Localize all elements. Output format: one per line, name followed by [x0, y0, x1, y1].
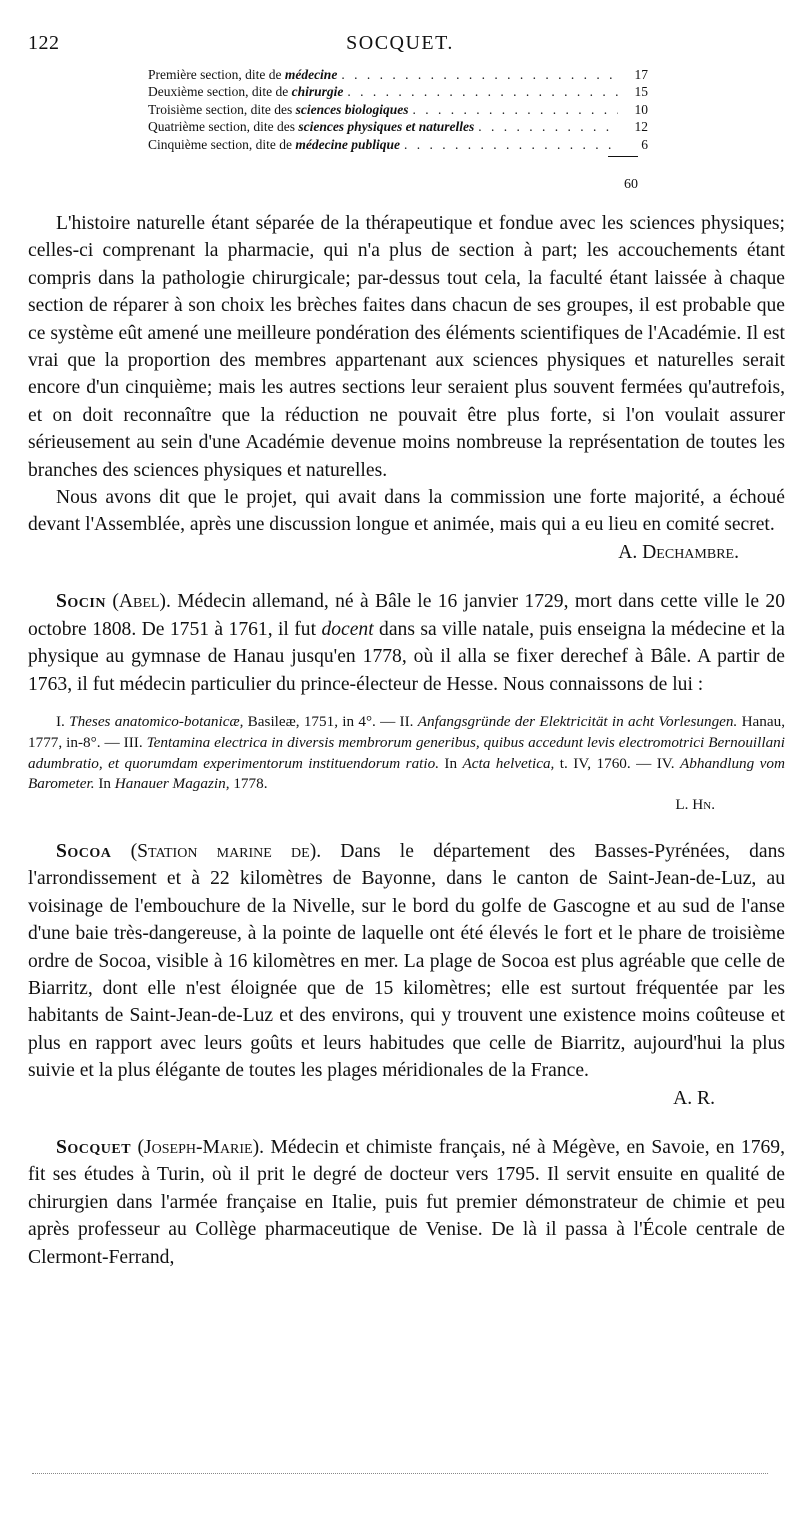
- section-label: Première section, dite de médecine: [148, 67, 338, 82]
- socin-text-a: Médecin allemand, né à Bâle le 16 janvier 1729, mort dans cette ville le 20 octobre 1808. De 1751 à 1761, il fut: [28, 591, 785, 640]
- dechambre-signature: A. Dechambre.: [618, 541, 739, 563]
- biblio-number: IV.: [656, 754, 680, 772]
- entry-head-socoa-paren: (Station marine de).: [130, 840, 322, 862]
- entry-socquet: [28, 1134, 785, 1271]
- biblio-details: Basileæ, 1751, in 4°. —: [243, 712, 400, 730]
- biblio-title: Tentamina electrica in diversis membrorum generibus, quibus accedunt levis electromotrici Bernouillani adumbratio, et quorumdam experimentorum instituendorum ratio.: [28, 733, 785, 772]
- biblio-details: In: [94, 775, 115, 793]
- leader-dots: [478, 118, 618, 135]
- biblio-number: II.: [399, 712, 418, 730]
- socin-bibliography: [28, 712, 785, 816]
- biblio-title: Acta helvetica,: [462, 754, 555, 772]
- socquet-text: Médecin et chimiste français, né à Mégève, en Savoie, en 1769, fit ses études à Turin, où il prit le degré de docteur vers 1795. Il servit ensuite en qualité de chirurgien dans l'armée française en Italie, puis fut premier démonstrateur de chimie et peu après professeur au Collège pharmaceutique de Venise. De là il passa à l'École centrale de Clermont-Ferrand,: [28, 1136, 786, 1268]
- dechambre-p2-text: Nous avons dit que le projet, qui avait dans la commission une forte majorité, a échoué devant l'Assemblée, après une discussion longue et animée, mais qui a eu lieu en comité secret.: [28, 487, 785, 536]
- entry-head-socquet-paren: (Joseph-Marie).: [137, 1136, 265, 1158]
- section-row: [148, 66, 648, 83]
- leader-dots: [347, 83, 618, 100]
- entry-head-socin: Socin: [56, 591, 106, 613]
- section-row: [148, 83, 648, 100]
- biblio-title: Hanauer Magazin,: [114, 775, 230, 793]
- section-count: 15: [634, 84, 648, 100]
- entry-socin: [28, 588, 785, 698]
- section-count: 12: [634, 119, 648, 135]
- footer-rule: [32, 1473, 768, 1474]
- academy-sections-table: [148, 66, 648, 153]
- sum-rule: [608, 156, 638, 157]
- biblio-details: t. IV, 1760. —: [554, 754, 657, 772]
- biblio-details: Hanau, 1777, in-8°. —: [28, 712, 785, 751]
- section-row: [148, 118, 648, 135]
- section-label: Troisième section, dite des sciences biologiques: [148, 101, 409, 117]
- leader-dots: [413, 101, 619, 118]
- section-label: Deuxième section, dite de chirurgie: [148, 84, 344, 100]
- socin-text-em: docent: [321, 618, 374, 640]
- biblio-details: 1778.: [229, 775, 268, 793]
- socin-signature: L. Hn.: [675, 796, 715, 814]
- leader-dots: [341, 66, 618, 83]
- biblio-details: In: [439, 754, 463, 772]
- section-count: 10: [634, 101, 648, 117]
- biblio-number: I.: [56, 712, 70, 730]
- dechambre-paragraph-2: [28, 484, 785, 566]
- entry-head-socquet: Socquet: [56, 1136, 132, 1158]
- page-number: 122: [28, 32, 60, 54]
- section-count: 17: [634, 67, 648, 82]
- entry-head-socoa: Socoa: [56, 840, 112, 862]
- biblio-title: Anfangsgründe der Elektricität in acht Vorlesungen.: [417, 712, 738, 730]
- biblio-number: III.: [123, 733, 147, 751]
- socoa-text: Dans le département des Basses-Pyrénées, dans l'arrondissement et à 22 kilomètres de Bayonne, dans le canton de Saint-Jean-de-Luz, au voisinage de l'embouchure de la Nivelle, sur le bord du golfe de Gascogne et au sud de l'anse d'une baie très-dangereuse, à la pointe de laquelle ont été élevés le fort et le phare de troisième ordre de Socoa, visible à 16 kilomètres en mer. La plage de Socoa est plus agréable que celle de Biarritz, dont elle n'est éloignée que de 15 kilomètres; elle est surtout fréquentée par les habitants de Saint-Jean-de-Luz et des environs, qui y trouvent une existence moins coûteuse et plus en rapport avec leurs goûts et leurs habitudes que celle de Biarritz, aujourd'hui la plus suivie et la plus élégante de toutes les plages méridionales de la France.: [28, 840, 785, 1082]
- entry-head-socin-paren: (Abel).: [112, 591, 171, 613]
- section-label: Cinquième section, dite de médecine publique: [148, 136, 400, 152]
- leader-dots: [404, 136, 618, 153]
- entry-socoa: [28, 838, 785, 1085]
- section-count: 6: [641, 136, 648, 152]
- dechambre-paragraph-1: L'histoire naturelle étant séparée de la thérapeutique et fondue avec les sciences physiques; celles-ci comprenant la pharmacie, qui n'a plus de section à part; les accouchements étant compris dans la pathologie chirurgicale; par-dessus tout cela, la faculté étant laissée à chaque section de réparer à son choix les brèches faites dans chacun de ses groupes, il est probable que ce système eût amené une meilleure pondération des éléments scientifiques de l'Académie. Il est vrai que la proportion des membres appartenant aux sciences physiques et naturelles serait encore d'un cinquième; mais les autres sections leur seraient plus souvent fermées qu'autrefois, et on doit reconnaître que la réduction ne pouvait être plus forte, si l'on voulait assurer sérieusement au sein d'une Académie devenue moins nombreuse la représentation de toutes les branches des sciences physiques et naturelles.: [28, 213, 785, 481]
- biblio-title: Abhandlung vom Barometer.: [28, 754, 785, 793]
- section-label: Quatrième section, dite des sciences physiques et naturelles: [148, 119, 475, 135]
- section-row: [148, 136, 648, 153]
- biblio-title: Theses anatomico-botanicæ,: [69, 712, 244, 730]
- running-head: SOCQUET.: [346, 32, 454, 54]
- main-text: [28, 210, 785, 1271]
- section-row: [148, 101, 648, 118]
- sections-total: 60: [624, 177, 638, 192]
- socin-text-b: dans sa ville natale, puis enseigna la médecine et la physique au gymnase de Hanau jusqu'en 1778, où il alla se fixer derechef à Bâle. A partir de 1763, il fut médecin particulier du prince-électeur de Hesse. Nous connaissons de lui :: [28, 618, 786, 695]
- socoa-signature: A. R.: [673, 1087, 715, 1109]
